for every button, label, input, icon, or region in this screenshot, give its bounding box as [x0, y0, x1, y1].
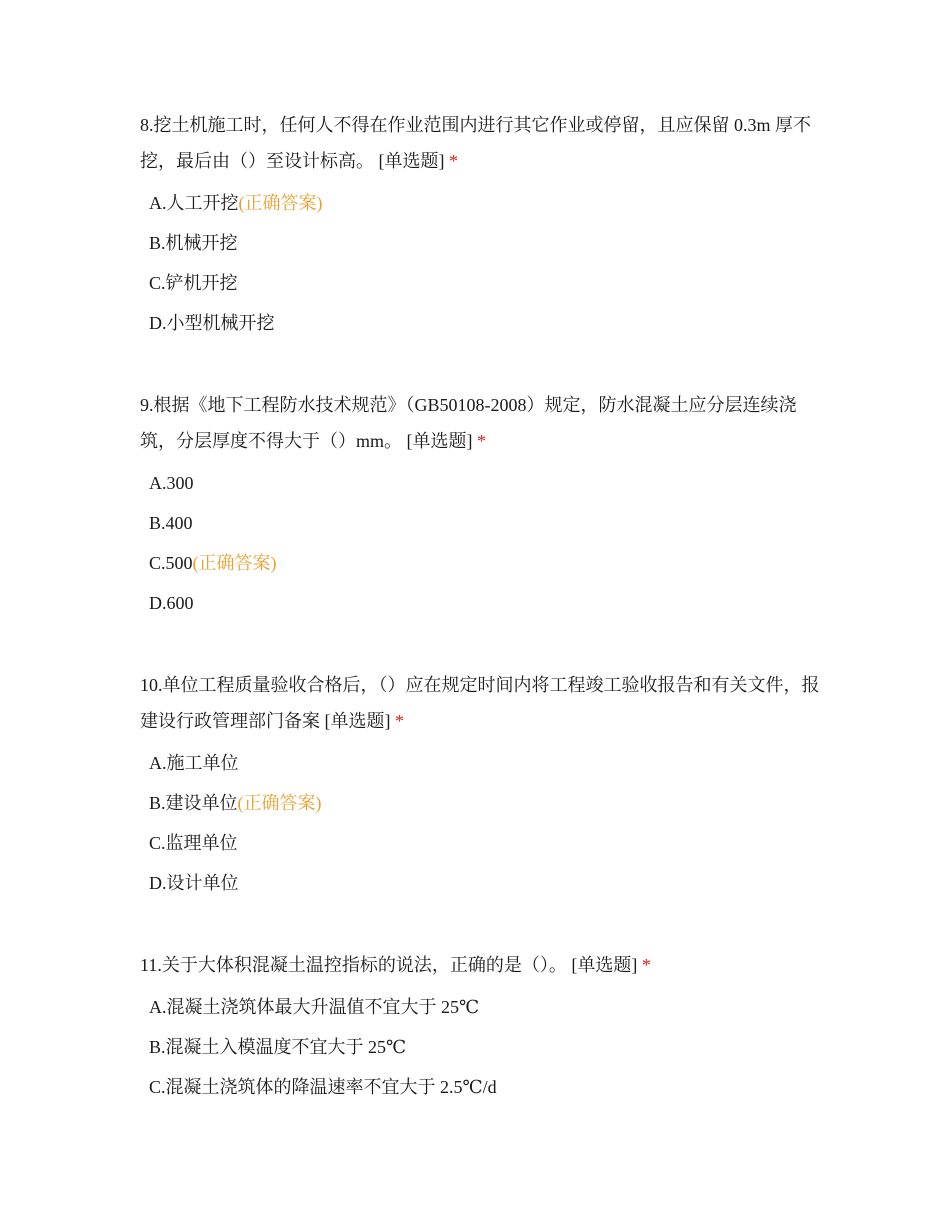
question-text	[140, 947, 820, 983]
question-text	[140, 667, 820, 739]
option-b	[140, 783, 820, 823]
required-mark: *	[449, 151, 458, 171]
question-text	[140, 387, 820, 459]
option-b	[140, 503, 820, 543]
question-8	[140, 107, 820, 343]
option-label: A.混凝土浇筑体最大升温值不宜大于 25℃	[149, 997, 480, 1017]
option-b	[140, 223, 820, 263]
question-stem: 10.单位工程质量验收合格后，（）应在规定时间内将工程竣工验收报告和有关文件，报建设行政管理部门备案 [单选题]	[140, 675, 820, 731]
question-10	[140, 667, 820, 903]
question-9	[140, 387, 820, 623]
option-label: A.施工单位	[149, 753, 239, 773]
required-mark: *	[477, 431, 486, 451]
option-c	[140, 1067, 820, 1107]
question-stem: 11.关于大体积混凝土温控指标的说法，正确的是（）。 [单选题]	[140, 955, 638, 975]
correct-answer-tag: (正确答案)	[192, 553, 277, 573]
option-label: B.混凝土入模温度不宜大于 25℃	[149, 1037, 407, 1057]
option-list	[140, 987, 820, 1107]
correct-answer-tag: (正确答案)	[237, 793, 322, 813]
option-label: B.机械开挖	[149, 233, 238, 253]
required-mark: *	[395, 711, 404, 731]
option-d	[140, 583, 820, 623]
option-label: D.设计单位	[149, 873, 239, 893]
option-label: B.400	[149, 513, 193, 533]
question-text	[140, 107, 820, 179]
option-d	[140, 863, 820, 903]
correct-answer-tag: (正确答案)	[238, 193, 323, 213]
option-b	[140, 1027, 820, 1067]
question-stem: 9.根据《地下工程防水技术规范》（GB50108-2008）规定，防水混凝土应分层连续浇筑，分层厚度不得大于（）mm。 [单选题]	[140, 395, 797, 451]
required-mark: *	[641, 955, 651, 975]
option-c	[140, 263, 820, 303]
option-a	[140, 463, 820, 503]
option-label: C.500	[149, 553, 193, 573]
option-label: C.监理单位	[149, 833, 238, 853]
option-list	[140, 743, 820, 903]
option-d	[140, 303, 820, 343]
option-label: A.人工开挖	[149, 193, 239, 213]
option-list	[140, 183, 820, 343]
option-label: D.600	[149, 593, 194, 613]
option-label: A.300	[149, 473, 194, 493]
option-label: D.小型机械开挖	[149, 313, 275, 333]
option-list	[140, 463, 820, 623]
option-c	[140, 823, 820, 863]
option-a	[140, 183, 820, 223]
question-11	[140, 947, 820, 1107]
option-label: C.铲机开挖	[149, 273, 238, 293]
option-label: C.混凝土浇筑体的降温速率不宜大于 2.5℃/d	[149, 1077, 497, 1097]
question-stem: 8.挖土机施工时，任何人不得在作业范围内进行其它作业或停留，且应保留 0.3m 厚不挖，最后由（）至设计标高。 [单选题]	[140, 115, 811, 171]
option-a	[140, 987, 820, 1027]
option-label: B.建设单位	[149, 793, 238, 813]
option-c	[140, 543, 820, 583]
option-a	[140, 743, 820, 783]
